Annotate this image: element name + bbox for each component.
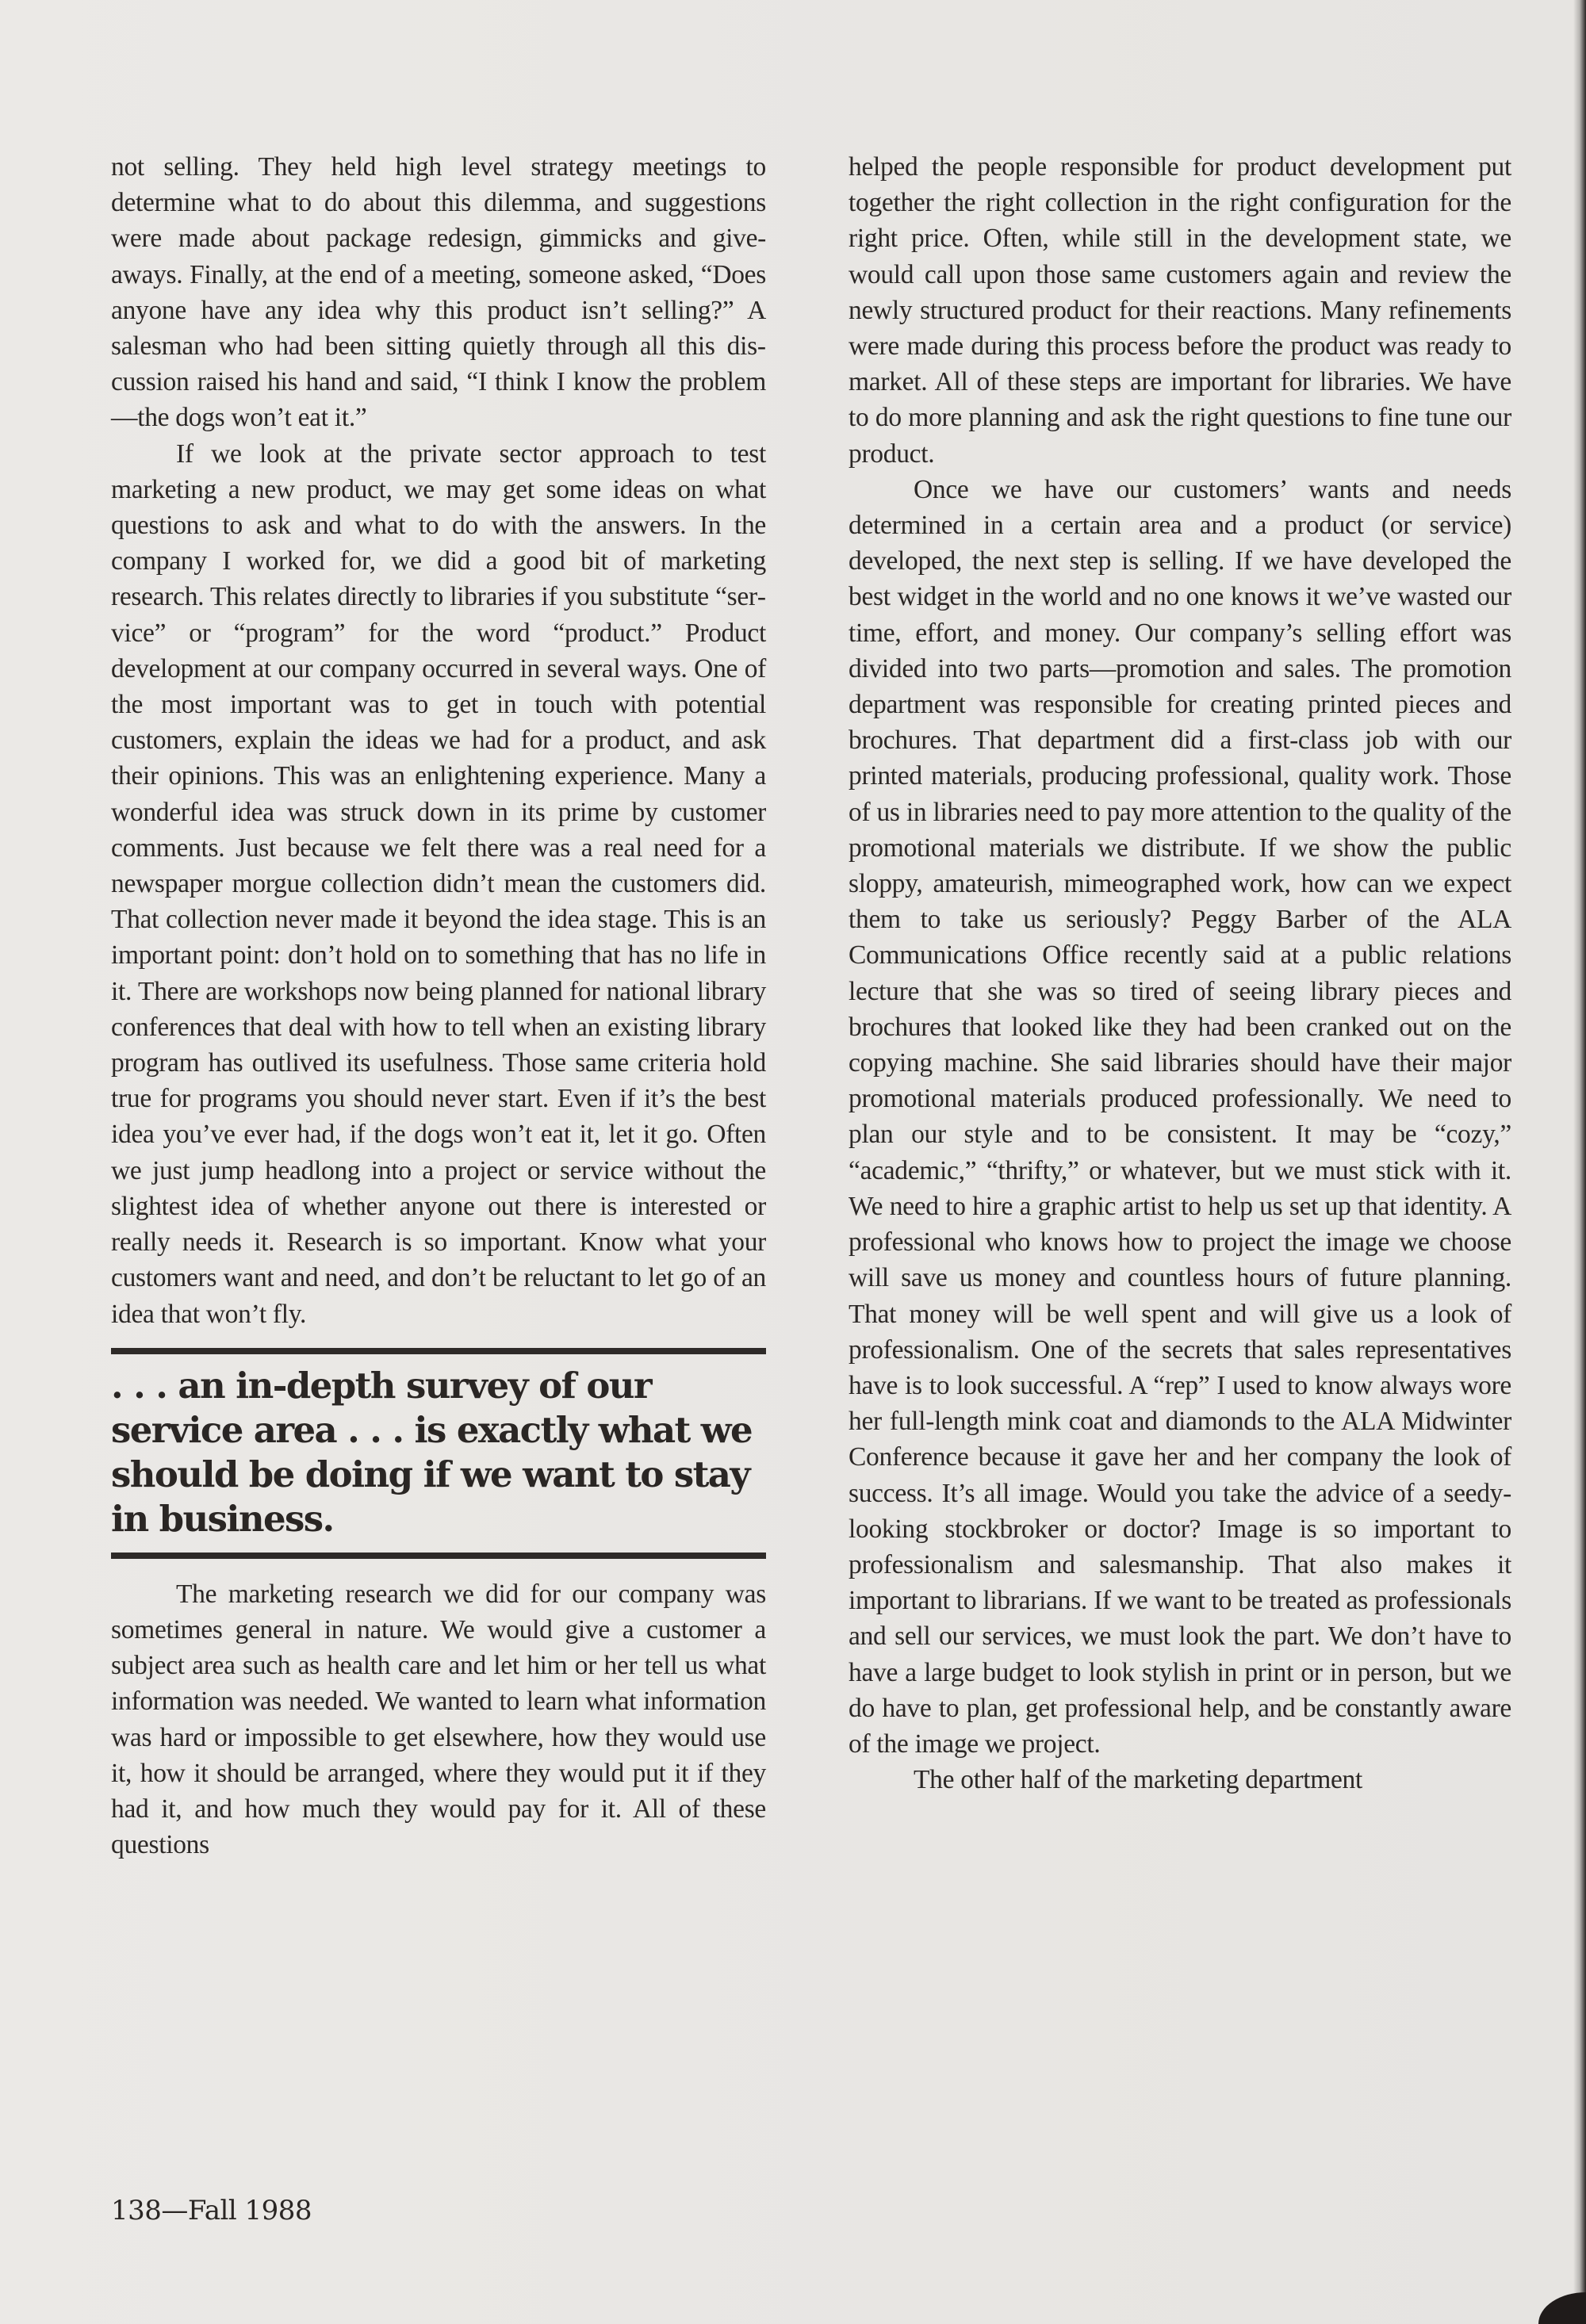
paragraph-other-half: The other half of the marketing department	[914, 1765, 1362, 1795]
issue-label: Fall 1988	[187, 2195, 312, 2226]
pull-quote-text: . . . an in-depth survey of our service area . . . is exactly what we should be doing if we want to stay in business.	[111, 1364, 752, 1540]
paragraph-marketing-research: The marketing research we did for our company was sometimes general in nature. We would give a customer a subject area such as health care and let him or her tell us what information was needed. We wanted to learn what information was hard or impossible to get elsewhere, how they would use it, how it should be arranged, where they would put it if they had it, and how much they would pay for it. All of these questions	[111, 1579, 766, 1860]
page-number: 138	[111, 2195, 162, 2226]
pull-quote	[111, 1348, 766, 1559]
footer-separator: —	[161, 2195, 188, 2226]
binding-shadow	[1573, 0, 1586, 2324]
page-footer	[111, 2195, 312, 2226]
paragraph-private-sector: If we look at the private sector approach to test marketing a new product, we may get some ideas on what questions to ask and what to do with the answers. In the company I worked for, we did a good bit of marketing research. This relates directly to libraries if you substitute “service” or “program” for the word “product.” Product development at our company occurred in several ways. One of the most important was to get in touch with potential customers, explain the ideas we had for a product, and ask their opinions. This was an enlightening experience. Many a wonderful idea was struck down in its prime by customer comments. Just because we felt there was a real need for a newspaper morgue collection didn’t mean the customers did. That collection never made it beyond the idea stage. This is an important point: don’t hold on to something that has no life in it. There are workshops now being planned for national library conferences that deal with how to tell when an existing library program has outlived its usefulness. Those same criteria hold true for programs you should never start. Even if it’s the best idea you’ve ever had, if the dogs won’t eat it, let it go. Often we just jump headlong into a project or service without the slightest idea of whether anyone out there is interested or really needs it. Research is so important. Know what your customers want and need, and don’t be reluctant to let go of an idea that won’t fly.	[111, 438, 766, 1329]
right-column	[849, 149, 1511, 1798]
paragraph-selling: Once we have our customers’ wants and needs determined in a certain area and a product (or service) developed, the next step is selling. If we have developed the best widget in the world and no one knows it we’ve wasted our time, effort, and money. Our company’s selling effort was divided into two parts—promotion and sales. The promotion department was responsible for creating printed pieces and brochures. That department did a first-class job with our printed materials, producing professional, quality work. Those of us in libraries need to pay more attention to the quality of the promotional materials we distribute. If we show the public sloppy, amateurish, mimeographed work, how can we expect them to take us seriously? Peggy Barber of the ALA Communications Office recently said at a public relations lecture that she was so tired of seeing library pieces and brochures that looked like they had been cranked out on the copying machine. She said libraries should have their major promotional materials produced professionally. We need to plan our style and to be consistent. It may be “cozy,” “academic,” “thrifty,” or whatever, but we must stick with it. We need to hire a graphic artist to help us set up that identity. A professional who knows how to project the image we choose will save us money and countless hours of future planning. That money will be well spent and will give us a look of professionalism. One of the secrets that sales representatives have is to look successful. A “rep” I used to know always wore her full-length mink coat and diamonds to the ALA Midwinter Conference because it gave her and her company the look of success. It’s all image. Would you take the advice of a seedy-looking stockbroker or doctor? Image is so important to professionalism and salesmanship. That also makes it important to librarians. If we want to be treated as professionals and sell our services, we must look the part. We don’t have to have a large budget to look stylish in print or in person, but we do have to plan, get professional help, and be constantly aware of the image we project.	[849, 474, 1511, 1759]
paragraph-continued: not selling. They held high level strategy meetings to determine what to do about this dilemma, and suggestions were made about package redesign, gimmicks and give-aways. Finally, at the end of a meeting, someone asked, “Does anyone have any idea why this product isn’t selling?” A salesman who had been sitting quietly through all this discussion raised his hand and said, “I think I know the problem—the dogs won’t eat it.”	[111, 152, 766, 433]
binding-corner	[1538, 2292, 1586, 2324]
left-column	[111, 149, 766, 1863]
paragraph-continued-right: helped the people responsible for product development put together the right collection in the right configuration for the right price. Often, while still in the development state, we would call upon those same customers again and review the newly structured product for their reactions. Many refinements were made during this process before the product was ready to market. All of these steps are important for libraries. We have to do more planning and ask the right questions to fine tune our product.	[849, 152, 1511, 469]
